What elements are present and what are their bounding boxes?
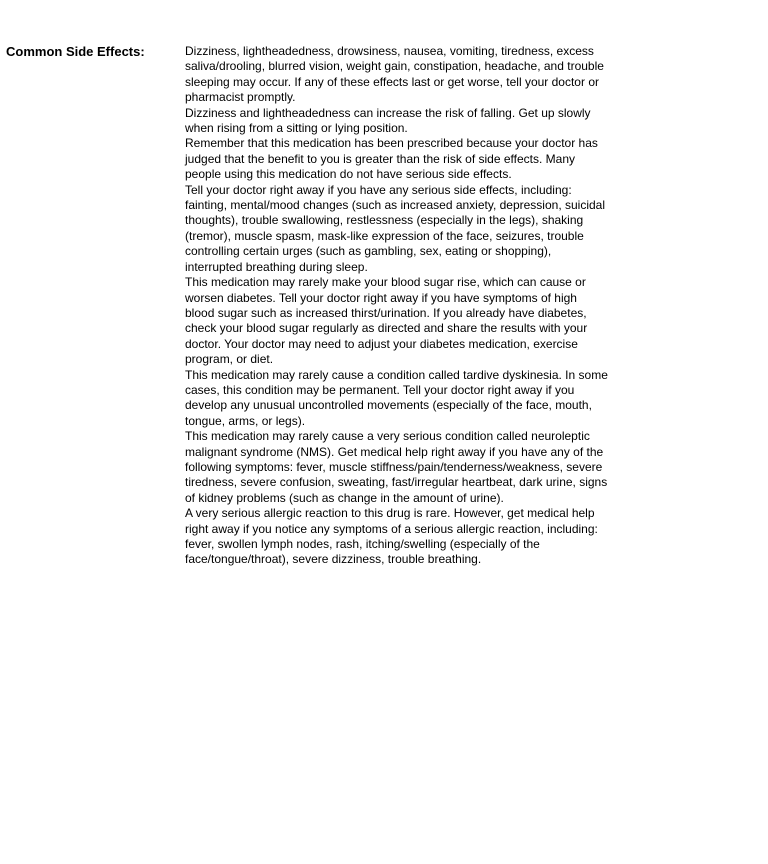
paragraph-serious-effects: Tell your doctor right away if you have any serious side effects, including: fainting, mental/mood changes (such as increased anxiety, depression, suicidal thoughts), trouble swallowing, restlessness (especially in the legs), shaking (tremor), muscle spasm, mask-like expression of the face, seizures, trouble controlling certain urges (such as gambling, sex, eating or shopping), interrupted breathing during sleep.	[185, 182, 606, 274]
paragraph-tardive-dyskinesia: This medication may rarely cause a condition called tardive dyskinesia. In some cases, this condition may be permanent. Tell your doctor right away if you develop any unusual uncontrolled movements (especially of the face, mouth, tongue, arms, or legs).	[185, 367, 608, 428]
side-effects-content	[185, 44, 609, 568]
paragraph-fall-risk: Dizziness and lightheadedness can increase the risk of falling. Get up slowly when rising from a sitting or lying position.	[185, 105, 591, 136]
paragraph-benefit-risk: Remember that this medication has been prescribed because your doctor has judged that the benefit to you is greater than the risk of side effects. Many people using this medication do not have serious side effects.	[185, 136, 598, 182]
paragraph-blood-sugar: This medication may rarely make your blood sugar rise, which can cause or worsen diabetes. Tell your doctor right away if you have symptoms of high blood sugar such as increased thirst/urination. If you already have diabetes, check your blood sugar regularly as directed and share the results with your doctor. Your doctor may need to adjust your diabetes medication, exercise program, or diet.	[185, 275, 588, 367]
paragraph-allergic-reaction: A very serious allergic reaction to this drug is rare. However, get medical help right away if you notice any symptoms of a serious allergic reaction, including: fever, swollen lymph nodes, rash, itching/swelling (especially of the face/tongue/throat), severe dizziness, trouble breathing.	[185, 506, 598, 567]
paragraph-nms: This medication may rarely cause a very serious condition called neuroleptic malignant syndrome (NMS). Get medical help right away if you have any of the following symptoms: fever, muscle stiffness/pain/tenderness/weakness, severe tiredness, severe confusion, sweating, fast/irregular heartbeat, dark urine, signs of kidney problems (such as change in the amount of urine).	[185, 429, 608, 505]
paragraph-common-effects: Dizziness, lightheadedness, drowsiness, nausea, vomiting, tiredness, excess saliva/drooling, blurred vision, weight gain, constipation, headache, and trouble sleeping may occur. If any of these effects last or get worse, tell your doctor or pharmacist promptly.	[185, 44, 604, 105]
section-label: Common Side Effects:	[6, 44, 145, 59]
